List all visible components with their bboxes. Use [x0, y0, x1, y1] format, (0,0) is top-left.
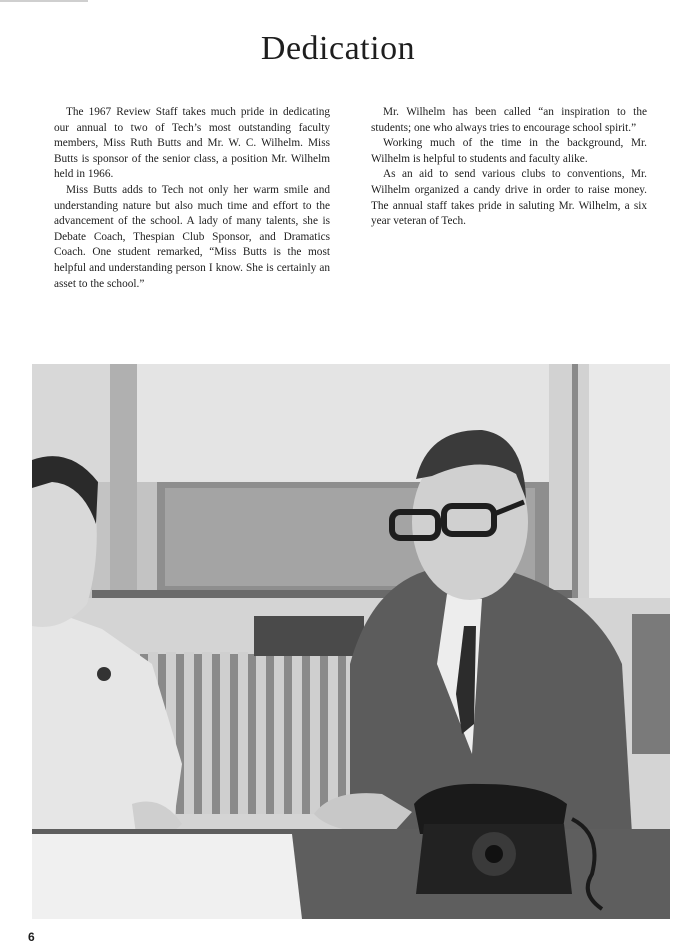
photo-illustration [32, 364, 670, 919]
doorway [589, 364, 670, 614]
dedication-paragraph-1: The 1967 Review Staff takes much pride in dedicating our annual to two of Tech’s most outstanding faculty members, Miss Ruth Butts and Mr. W. C. Wilhelm. Miss Butts is sponsor of the senior class, a position Mr. Wilhelm held in 1966. [54, 106, 330, 181]
wilhelm-background-paragraph: Working much of the time in the background, Mr. Wilhelm is helpful to students and faculty alike. [371, 137, 647, 165]
page-number: 6 [28, 930, 35, 944]
left-text-column [54, 105, 330, 292]
papers [32, 834, 302, 919]
right-text-column [371, 105, 647, 230]
door-frame [549, 364, 589, 614]
miss-butts-paragraph: Miss Butts adds to Tech not only her warm smile and understanding nature but also much time and effort to the advancement of the school. A lady of many talents, she is Debate Coach, Thespian Club Sponsor, and Dramatics Coach. One student remarked, “Miss Butts is the most helpful and understanding person I know. She is certainly an asset to the school.” [54, 183, 330, 290]
wall-pillar [110, 364, 137, 594]
side-shelf [632, 614, 670, 754]
dedication-photo [32, 364, 670, 919]
wilhelm-quote-paragraph: Mr. Wilhelm has been called “an inspiration to the students; one who always tries to encourage school spirit.” [371, 106, 647, 134]
box-on-radiator [254, 616, 364, 656]
wilhelm-candy-drive-paragraph: As an aid to send various clubs to conventions, Mr. Wilhelm organized a candy drive in order to raise money. The annual staff takes pride in saluting Mr. Wilhelm, a six year veteran of Tech. [371, 168, 647, 228]
door-edge [572, 364, 578, 614]
page-title: Dedication [260, 30, 416, 67]
top-rule [0, 0, 88, 2]
